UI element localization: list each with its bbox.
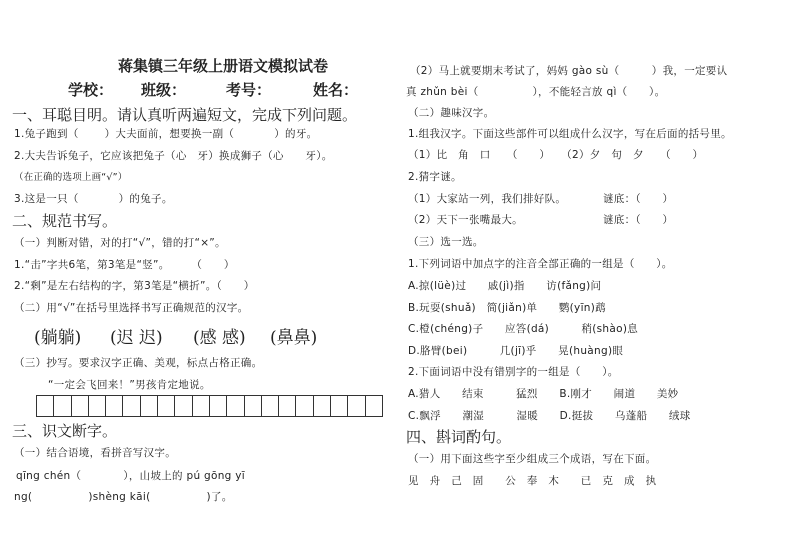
header-fields bbox=[68, 79, 358, 100]
grid-cell[interactable] bbox=[348, 396, 365, 416]
s2-q1: 1.“击”字共6笔，第3笔是“竖”。 （ ） bbox=[14, 259, 235, 271]
riddle-1-answer: 谜底：（ ） bbox=[603, 193, 674, 205]
riddle-1: （1）大家站一列，我们排好队。 bbox=[408, 193, 567, 205]
grid-cell[interactable] bbox=[89, 396, 106, 416]
grid-cell[interactable] bbox=[106, 396, 123, 416]
exam-title: 蒋集镇三年级上册语文模拟试卷 bbox=[118, 57, 329, 75]
r-q1-items: （1）比 角 口 （ ） （2）夕 句 夕 （ ） bbox=[408, 149, 704, 161]
r-line-1: （2）马上就要期末考试了，妈妈 gào sù（ ）我，一定要认 bbox=[410, 65, 728, 77]
grid-cell[interactable] bbox=[366, 396, 382, 416]
r-p2-cd: C.飘浮 潮湿 湿暖 D.挺拔 乌蓬船 绒球 bbox=[408, 410, 691, 422]
s4-sub1: （一）用下面这些字至少组成三个成语，写在下面。 bbox=[408, 453, 657, 465]
r-q2: 2.猜字谜。 bbox=[408, 171, 462, 183]
grid-cell[interactable] bbox=[262, 396, 279, 416]
grid-cell[interactable] bbox=[72, 396, 89, 416]
grid-cell[interactable] bbox=[54, 396, 71, 416]
section-4-heading: 四、斟词酌句。 bbox=[406, 428, 512, 446]
r-p2-ab: A.猎人 结束 猛烈 B.刚才 闹道 美妙 bbox=[408, 388, 679, 400]
handwriting-choice-1[interactable]: (躺躺) bbox=[34, 328, 82, 348]
grid-cell[interactable] bbox=[210, 396, 227, 416]
r-p1: 1.下列词语中加点字的注音全部正确的一组是（ ）。 bbox=[408, 258, 673, 270]
grid-cell[interactable] bbox=[296, 396, 313, 416]
exam-number-label: 考号： bbox=[226, 81, 272, 99]
grid-cell[interactable] bbox=[245, 396, 262, 416]
right-column bbox=[398, 0, 794, 560]
r-sub3: （三）选一选。 bbox=[408, 236, 484, 248]
r-sub2: （二）趣味汉字。 bbox=[408, 107, 495, 119]
grid-cell[interactable] bbox=[123, 396, 140, 416]
handwriting-choice-4[interactable]: (鼻鼻) bbox=[270, 328, 318, 348]
grid-cell[interactable] bbox=[331, 396, 348, 416]
r-p1-d: D.胳臂(bei) 几(jī)乎 晃(huàng)眼 bbox=[408, 345, 624, 357]
r-p2: 2.下面词语中没有错别字的一组是（ ）。 bbox=[408, 366, 619, 378]
s1-q3: 3.这是一只（ ）的兔子。 bbox=[14, 193, 173, 205]
grid-cell[interactable] bbox=[141, 396, 158, 416]
s1-q1: 1.兔子跑到（ ）大夫面前，想要换一副（ ）的牙。 bbox=[14, 128, 318, 140]
s2-sub1: （一）判断对错，对的打“√”，错的打“×”。 bbox=[14, 237, 226, 249]
pinyin-line-1: qīng chén（ ），山坡上的 pú gōng yī bbox=[16, 470, 246, 482]
grid-cell[interactable] bbox=[227, 396, 244, 416]
s2-sub3: （三）抄写。要求汉字正确、美观，标点占格正确。 bbox=[14, 357, 263, 369]
section-3-heading: 三、识文断字。 bbox=[12, 422, 118, 440]
class-label: 班级： bbox=[141, 81, 187, 99]
r-p1-c: C.橙(chéng)子 应答(dá) 稍(shào)息 bbox=[408, 323, 639, 335]
grid-cell[interactable] bbox=[175, 396, 192, 416]
writing-grid[interactable] bbox=[36, 395, 383, 417]
school-label: 学校： bbox=[68, 81, 114, 99]
s3-sub1: （一）结合语境，看拼音写汉字。 bbox=[14, 447, 176, 459]
s2-q2: 2.“剩”是左右结构的字，第3笔是“横折”。（ ） bbox=[14, 280, 255, 292]
grid-cell[interactable] bbox=[314, 396, 331, 416]
pinyin-line-2: ng( )shèng kāi( )了。 bbox=[14, 491, 233, 503]
riddle-2: （2）天下一张嘴最大。 bbox=[408, 214, 523, 226]
grid-cell[interactable] bbox=[279, 396, 296, 416]
copy-sentence: “一定会飞回来！”男孩肯定地说。 bbox=[48, 379, 211, 391]
r-p1-b: B.玩耍(shuǎ) 简(jiǎn)单 鹦(yīn)鹉 bbox=[408, 302, 606, 314]
name-label: 姓名： bbox=[313, 81, 359, 99]
handwriting-choice-3[interactable]: (感 感) bbox=[193, 328, 246, 348]
grid-cell[interactable] bbox=[37, 396, 54, 416]
s1-q2-note: （在正确的选项上画“√”） bbox=[14, 172, 128, 183]
riddle-2-answer: 谜底：（ ） bbox=[603, 214, 674, 226]
grid-cell[interactable] bbox=[158, 396, 175, 416]
grid-cell[interactable] bbox=[193, 396, 210, 416]
handwriting-choice-2[interactable]: (迟 迟) bbox=[110, 328, 163, 348]
r-p1-a: A.掠(lüè)过 戚(jì)指 访(fǎng)问 bbox=[408, 280, 602, 292]
section-2-heading: 二、规范书写。 bbox=[12, 212, 118, 230]
r-q1: 1.组我汉字。下面这些部件可以组成什么汉字，写在后面的括号里。 bbox=[408, 128, 732, 140]
s1-q2: 2.大夫告诉兔子，它应该把兔子（心 牙）换成狮子（心 牙）。 bbox=[14, 150, 333, 162]
section-1-heading: 一、耳聪目明。请认真听两遍短文，完成下列问题。 bbox=[12, 106, 358, 124]
s2-sub2: （二）用“√”在括号里选择书写正确规范的汉字。 bbox=[14, 302, 249, 314]
idiom-characters: 见 舟 己 固 公 奉 木 已 克 成 执 bbox=[408, 475, 657, 487]
r-line-2: 真 zhǔn bèi（ ），不能轻言放 qì（ ）。 bbox=[406, 86, 666, 98]
